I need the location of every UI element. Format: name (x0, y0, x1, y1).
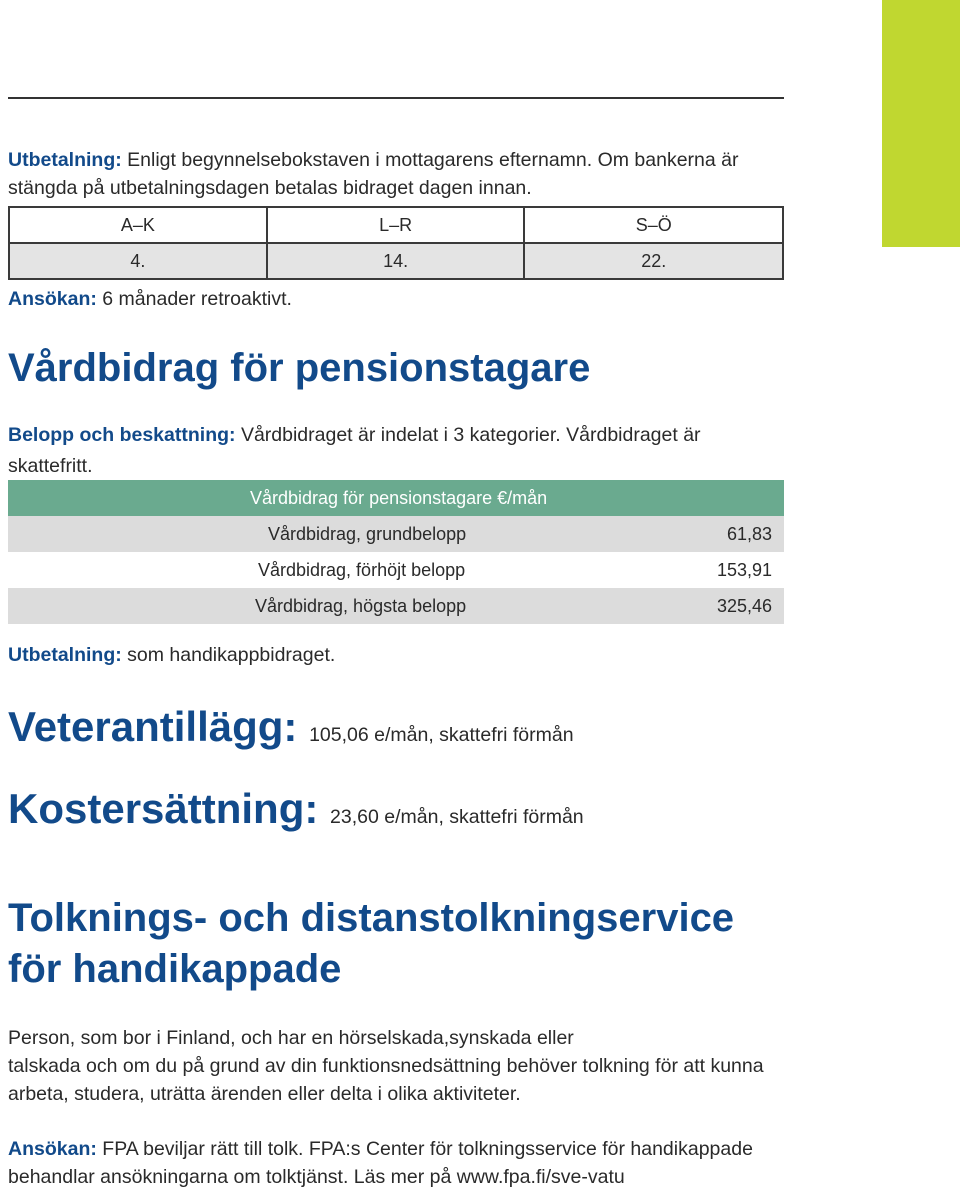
care-amount-text-line1: Vårdbidraget är indelat i 3 kategorier. Vårdbidraget är (240, 424, 701, 446)
care-amount-label: Belopp och beskattning: (8, 424, 236, 446)
payout-day-cell: 14. (267, 243, 525, 279)
payout-text-line1: Enligt begynnelsebokstaven i mottagarens efternamn. Om bankerna är (127, 149, 739, 171)
table-row (9, 243, 783, 279)
care-row-value: 61,83 (726, 524, 772, 544)
care-table-header: Vårdbidrag för pensionstagare €/mån (8, 480, 784, 516)
letter-range-cell: S–Ö (524, 207, 783, 243)
diet-text: 23,60 e/mån, skattefri förmån (330, 806, 584, 828)
application-paragraph (8, 285, 798, 313)
care-row-label: Vårdbidrag, grundbelopp (268, 524, 467, 544)
interpretation-apply-label: Ansökan: (8, 1138, 97, 1160)
veteran-title: Veterantillägg: (8, 703, 298, 750)
interpretation-title-line2: för handikappade (8, 947, 342, 991)
interpretation-apply-line1: FPA beviljar rätt till tolk. FPA:s Center för tolkningsservice för handikappade (102, 1138, 753, 1160)
interpretation-body-line2: talskada och om du på grund av din funktionsnedsättning behöver tolkning för att kunna (8, 1055, 764, 1077)
interpretation-body-line3: arbeta, studera, uträtta ärenden eller delta i olika aktiviteter. (8, 1083, 521, 1105)
payout-label: Utbetalning: (8, 149, 122, 171)
care-payout-text: som handikappbidraget. (127, 644, 336, 666)
green-side-tab (882, 0, 960, 247)
veteran-text: 105,06 e/mån, skattefri förmån (309, 724, 574, 746)
care-row-label: Vårdbidrag, förhöjt belopp (258, 560, 466, 580)
care-payout-paragraph (8, 641, 798, 669)
diet-title: Kostersättning: (8, 785, 319, 832)
table-row (9, 207, 783, 243)
table-row (8, 588, 784, 624)
letter-range-cell: A–K (9, 207, 267, 243)
care-row-value: 153,91 (716, 560, 772, 580)
interpretation-title (8, 893, 734, 995)
table-row (8, 516, 784, 552)
care-allowance-table (8, 480, 784, 624)
payout-text-line2: stängda på utbetalningsdagen betalas bidraget dagen innan. (8, 177, 532, 199)
interpretation-body (8, 1024, 798, 1108)
interpretation-application (8, 1135, 798, 1191)
application-label: Ansökan: (8, 288, 97, 310)
care-row-label: Vårdbidrag, högsta belopp (255, 596, 467, 616)
care-payout-label: Utbetalning: (8, 644, 122, 666)
payout-schedule-table (8, 206, 784, 280)
application-text: 6 månader retroaktivt. (102, 288, 292, 310)
interpretation-apply-line2: behandlar ansökningarna om tolktjänst. Läs mer på www.fpa.fi/sve-vatu (8, 1166, 625, 1188)
care-row-value: 325,46 (716, 596, 772, 616)
payout-paragraph (8, 146, 798, 202)
top-divider (8, 97, 784, 99)
care-amount-text-line2: skattefritt. (8, 455, 93, 477)
payout-day-cell: 22. (524, 243, 783, 279)
table-row (8, 552, 784, 588)
veteran-section (8, 703, 574, 751)
letter-range-cell: L–R (267, 207, 525, 243)
interpretation-body-line1: Person, som bor i Finland, och har en hörselskada,synskada eller (8, 1027, 574, 1049)
care-allowance-title: Vårdbidrag för pensionstagare (8, 346, 591, 390)
payout-day-cell: 4. (9, 243, 267, 279)
diet-section (8, 785, 584, 833)
care-amount-paragraph (8, 420, 798, 482)
interpretation-title-line1: Tolknings- och distanstolkningservice (8, 896, 735, 940)
